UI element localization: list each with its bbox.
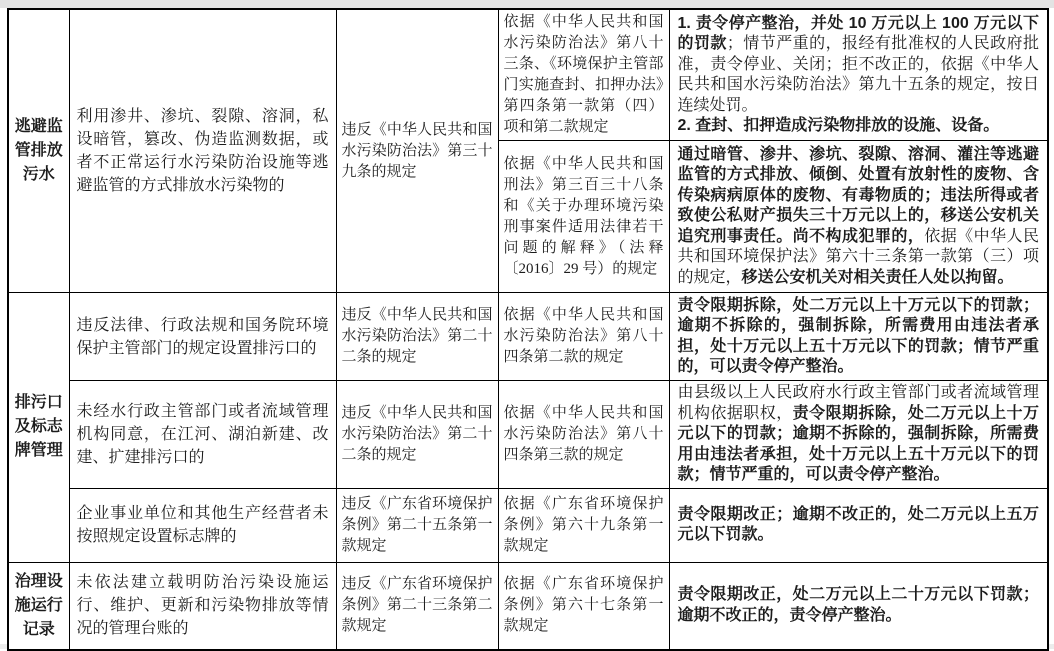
table-row [8, 488, 1048, 562]
text-run: 责令限期改正；逾期不改正的，处二万元以上五万元以下罚款。 [677, 505, 1039, 543]
table-row [8, 381, 1048, 489]
penalty-basis-cell: 依据《中华人民共和国水污染防治法》第八十四条第三款的规定 [498, 381, 669, 489]
text-run: 通过暗管、渗井、渗坑、裂隙、溶洞、灌注等逃避监管的方式排放、倾倒、处置有放射性的废物、含传染病病原体的废物、有毒物质的；违法所得或者致使公私财产损失三十万元以上的，移送公安机关追究刑事责任。尚不构成犯罪的， [677, 145, 1039, 245]
violation-cell: 违反法律、行政法规和国务院环境保护主管部门的规定设置排污口的 [69, 293, 336, 381]
violated-law-cell: 违反《中华人民共和国水污染防治法》第三十九条的规定 [336, 9, 498, 293]
text-run: 由县级以上人民政府水行政主管部门或者流域管理机构依据职权， [677, 384, 1039, 422]
penalty-cell [669, 488, 1048, 562]
penalty-basis-cell: 依据《广东省环境保护条例》第六十七条第一款规定 [498, 562, 669, 650]
violated-law-cell: 违反《广东省环境保护条例》第二十五条第一款规定 [336, 488, 498, 562]
penalty-cell [669, 562, 1048, 650]
penalty-item [678, 585, 1040, 626]
penalty-cell [669, 9, 1048, 141]
table-row [8, 562, 1048, 650]
text-run: 2. 查封、扣押造成污染物排放的设施、设备。 [677, 117, 1000, 134]
text-run: ；情节严重的，报经有批准权的人民政府批准，责令停业、关闭；拒不改正的，依据《中华人民共和国水污染防治法》第九十五条的规定，按日连续处罚。 [677, 35, 1039, 114]
penalty-item [678, 296, 1040, 378]
penalty-basis-cell: 依据《中华人民共和国水污染防治法》第八十三条、《环境保护主管部门实施查封、扣押办法》第四条第一款第（四）项和第二款规定 [498, 9, 669, 141]
penalty-item [678, 14, 1040, 117]
penalty-item [678, 383, 1040, 486]
scan-edge-top [0, 0, 1054, 8]
penalty-basis-cell: 依据《广东省环境保护条例》第六十九条第一款规定 [498, 488, 669, 562]
text-run: 移送公安机关对相关责任人处以拘留。 [741, 268, 1014, 286]
violated-law-cell: 违反《中华人民共和国水污染防治法》第二十二条的规定 [336, 293, 498, 381]
category-cell-outlet-sign-management: 排污口及标志牌管理 [8, 293, 69, 563]
violation-cell: 企业事业单位和其他生产经营者未按照规定设置标志牌的 [69, 488, 336, 562]
text-run: 依据《中华人民共和国环境保护法》第六十三条第一款第（三）项的规定， [677, 227, 1039, 286]
text-run: 责令限期改正，处二万元以上二十万元以下罚款；逾期不改正的，责令停产整治。 [677, 586, 1039, 624]
text-run: 责令限期拆除，处二万元以上十万元以下的罚款；逾期不拆除的，强制拆除，所需费用由违法者承担，处十万元以上五十万元以下的罚款；情节严重的，可以责令停产整治。 [677, 296, 1039, 375]
penalty-cell [669, 381, 1048, 489]
penalty-item [678, 145, 1040, 289]
violation-cell: 未经水行政主管部门或者流域管理机构同意，在江河、湖泊新建、改建、扩建排污口的 [69, 381, 336, 489]
violated-law-cell: 违反《中华人民共和国水污染防治法》第二十二条的规定 [336, 381, 498, 489]
category-cell-evading-supervision: 逃避监管排放污水 [8, 9, 69, 293]
violation-cell: 未依法建立载明防治污染设施运行、维护、更新和污染物排放等情况的管理台账的 [69, 562, 336, 650]
violation-cell: 利用渗井、渗坑、裂隙、溶洞，私设暗管，篡改、伪造监测数据，或者不正常运行水污染防治设施等逃避监管的方式排放水污染物的 [69, 9, 336, 293]
penalty-cell [669, 141, 1048, 293]
regulation-penalty-table [7, 8, 1049, 651]
table-row [8, 293, 1048, 381]
violated-law-cell: 违反《广东省环境保护条例》第二十三条第二款规定 [336, 562, 498, 650]
text-run: 1. 责令停产整治，并处 10 万元以上 100 万元以下的罚款 [677, 14, 1039, 52]
penalty-basis-cell: 依据《中华人民共和国刑法》第三百三十八条和《关于办理环境污染刑事案件适用法律若干问题的解释》（法释〔2016〕29 号）的规定 [498, 141, 669, 293]
penalty-item [678, 505, 1040, 546]
category-cell-treatment-facility-records: 治理设施运行记录 [8, 562, 69, 650]
penalty-basis-cell: 依据《中华人民共和国水污染防治法》第八十四条第二款的规定 [498, 293, 669, 381]
penalty-item [678, 116, 1040, 137]
table-row [8, 9, 1048, 141]
text-run: 责令限期拆除，处二万元以上十万元以下的罚款；逾期不拆除的，强制拆除，所需费用由违法者承担，处十万元以上五十万元以下的罚款；情节严重的，可以责令停产整治。 [677, 404, 1039, 483]
penalty-cell [669, 293, 1048, 381]
